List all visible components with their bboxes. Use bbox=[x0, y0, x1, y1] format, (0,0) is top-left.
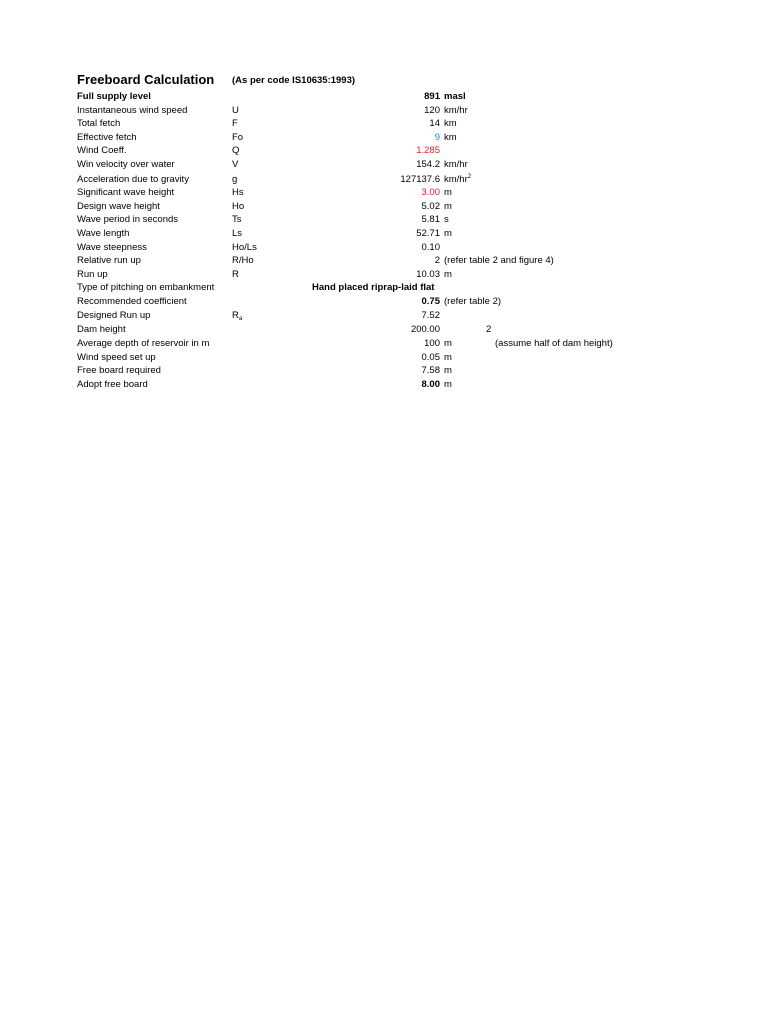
row-value: 7.58 bbox=[421, 365, 440, 376]
row-symbol: V bbox=[232, 158, 239, 170]
row-unit: masl bbox=[444, 91, 466, 102]
row-relative-run-up bbox=[0, 254, 768, 268]
row-unit: m bbox=[444, 365, 452, 376]
row-symbol: R/Ho bbox=[232, 255, 254, 266]
row-label: Acceleration due to gravity bbox=[77, 174, 189, 185]
row-extra-note: 2 bbox=[486, 324, 492, 335]
row-symbol: Ls bbox=[232, 228, 243, 239]
row-value: 1.285 bbox=[416, 145, 440, 156]
row-label: Type of pitching on embankment bbox=[77, 282, 215, 293]
unit-superscript: 2 bbox=[467, 174, 472, 180]
row-extra-note: (assume half of dam height) bbox=[495, 338, 613, 349]
row-symbol: U bbox=[232, 104, 239, 116]
row-value: 2 bbox=[434, 255, 440, 266]
row-value: 0.10 bbox=[421, 241, 440, 253]
row-value: 0.05 bbox=[421, 351, 440, 363]
row-adopt-free-board bbox=[0, 378, 768, 392]
row-label: Dam height bbox=[77, 324, 126, 335]
row-run-up bbox=[0, 268, 768, 282]
row-value: 120 bbox=[424, 104, 440, 116]
row-acceleration-due-to-gravity bbox=[0, 173, 768, 187]
row-label: Win velocity over water bbox=[77, 158, 175, 170]
row-label: Significant wave height bbox=[77, 187, 175, 198]
row-value: 5.81 bbox=[421, 214, 440, 225]
symbol-subscript: a bbox=[238, 316, 243, 322]
row-value: 154.2 bbox=[416, 158, 440, 170]
row-unit: (refer table 2) bbox=[444, 295, 502, 307]
row-unit: m bbox=[444, 228, 452, 239]
row-recommended-coefficient bbox=[0, 295, 768, 309]
row-designed-run-up bbox=[0, 309, 768, 323]
row-effective-fetch bbox=[0, 131, 768, 145]
row-label: Full supply level bbox=[77, 91, 151, 102]
row-label: Relative run up bbox=[77, 255, 141, 266]
row-label: Designed Run up bbox=[77, 310, 151, 321]
row-symbol: Hs bbox=[232, 187, 244, 198]
row-wind-velocity-over-water bbox=[0, 158, 768, 172]
row-symbol: g bbox=[232, 174, 238, 185]
row-unit: (refer table 2 and figure 4) bbox=[444, 255, 554, 266]
row-value: 200.00 bbox=[410, 324, 440, 335]
row-label: Total fetch bbox=[77, 118, 121, 129]
row-symbol: Q bbox=[232, 145, 240, 156]
row-unit: m bbox=[444, 187, 452, 198]
row-unit: km bbox=[444, 131, 457, 143]
row-wind-speed-set-up bbox=[0, 351, 768, 365]
row-value: 10.03 bbox=[416, 268, 440, 280]
row-label: Design wave height bbox=[77, 200, 160, 212]
row-average-depth-of-reservoir bbox=[0, 337, 768, 351]
row-total-fetch bbox=[0, 117, 768, 131]
row-unit: km bbox=[444, 118, 457, 129]
row-label: Recommended coefficient bbox=[77, 295, 187, 307]
row-value: 14 bbox=[429, 118, 440, 129]
row-value: 127137.6 bbox=[400, 174, 440, 185]
row-value: 52.71 bbox=[416, 228, 440, 239]
row-unit: m bbox=[444, 268, 452, 280]
row-label: Wind speed set up bbox=[77, 351, 156, 363]
row-instantaneous-wind-speed bbox=[0, 104, 768, 118]
row-unit: s bbox=[444, 214, 449, 225]
row-label: Adopt free board bbox=[77, 379, 148, 390]
row-symbol: Fo bbox=[232, 131, 244, 143]
row-label: Wave length bbox=[77, 228, 130, 239]
row-wind-coeff bbox=[0, 144, 768, 158]
code-reference-note: (As per code IS10635:1993) bbox=[232, 75, 356, 86]
row-unit bbox=[444, 173, 471, 187]
page-title: Freeboard Calculation bbox=[77, 72, 215, 87]
row-value: 3.00 bbox=[421, 187, 440, 198]
row-label: Wind Coeff. bbox=[77, 145, 127, 156]
row-value: 8.00 bbox=[421, 379, 440, 390]
row-significant-wave-height bbox=[0, 186, 768, 200]
row-unit: m bbox=[444, 379, 452, 390]
row-symbol: R bbox=[232, 268, 239, 280]
row-full-supply-level bbox=[0, 90, 768, 104]
row-unit: km/hr bbox=[444, 158, 468, 170]
row-value: 0.75 bbox=[421, 295, 440, 307]
row-label: Wave steepness bbox=[77, 241, 147, 253]
row-free-board-required bbox=[0, 364, 768, 378]
row-unit: m bbox=[444, 338, 452, 349]
row-type-of-pitching bbox=[0, 281, 768, 295]
row-symbol: Ho/Ls bbox=[232, 241, 257, 253]
row-label: Average depth of reservoir in m bbox=[77, 338, 210, 349]
row-symbol: Ts bbox=[232, 214, 242, 225]
row-symbol bbox=[232, 309, 242, 323]
row-value: 7.52 bbox=[421, 310, 440, 321]
symbol-text: R bbox=[232, 310, 239, 321]
row-unit: km/hr bbox=[444, 104, 468, 116]
row-label: Effective fetch bbox=[77, 131, 137, 143]
row-value: 5.02 bbox=[421, 200, 440, 212]
row-label: Instantaneous wind speed bbox=[77, 104, 188, 116]
row-label: Wave period in seconds bbox=[77, 214, 179, 225]
row-design-wave-height bbox=[0, 200, 768, 214]
row-symbol: Ho bbox=[232, 200, 245, 212]
row-value: 891 bbox=[424, 91, 440, 102]
row-label: Free board required bbox=[77, 365, 161, 376]
row-value: 100 bbox=[424, 338, 440, 349]
row-value: 9 bbox=[434, 131, 440, 143]
row-wave-steepness bbox=[0, 241, 768, 255]
row-symbol: F bbox=[232, 118, 238, 129]
row-wave-length bbox=[0, 227, 768, 241]
row-pitching-type-value: Hand placed riprap-laid flat bbox=[312, 282, 435, 293]
unit-text: km/hr bbox=[444, 174, 468, 185]
row-unit: m bbox=[444, 351, 452, 363]
row-wave-period bbox=[0, 213, 768, 227]
row-label: Run up bbox=[77, 268, 108, 280]
row-dam-height bbox=[0, 323, 768, 337]
row-unit: m bbox=[444, 200, 452, 212]
